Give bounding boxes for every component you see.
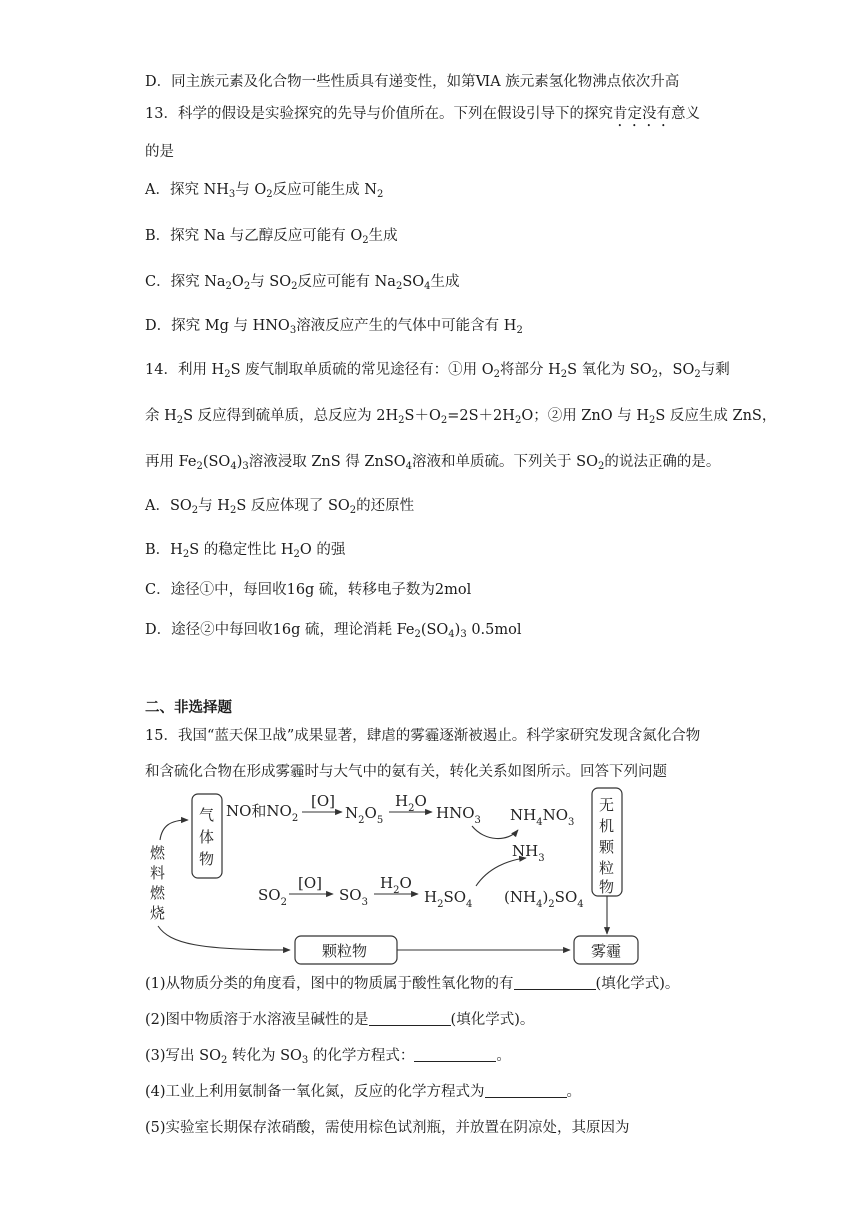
no-and-no2: NO和$NO_2$	[226, 802, 299, 824]
q13-option-a: A．探究 $NH_3$与 $O_2$反应可能生成 $N_2$	[145, 182, 384, 200]
q15-sub3: (3)写出 $SO_2$ 转化为 $SO_3$ 的化学方程式： 。	[145, 1048, 511, 1066]
oxidant-label-2: [O]	[298, 874, 323, 892]
svg-text:颗粒物: 颗粒物	[322, 942, 368, 960]
q14-option-c: C．途径①中，每回收16g 硫，转移电子数为2mol	[145, 582, 472, 598]
so3: $SO_3$	[339, 886, 368, 908]
q15-sub4: (4)工业上利用氨制备一氧化氮，反应的化学方程式为 。	[145, 1084, 582, 1100]
svg-text:物: 物	[599, 878, 615, 896]
svg-text:无: 无	[599, 796, 615, 814]
section-title: 二、非选择题	[145, 699, 232, 716]
fuel-label-3: 燃	[150, 884, 166, 902]
q14-option-d: D．途径②中每回收16g 硫，理论消耗 $Fe_2(SO_4)_3$ 0.5mol	[145, 622, 522, 640]
hno3: $HNO_3$	[436, 804, 481, 826]
q13-option-b: B．探究 Na 与乙醇反应可能有 $O_2$生成	[145, 228, 398, 246]
fuel-label-4: 烧	[150, 904, 166, 922]
answer-blank-3	[414, 1047, 496, 1062]
q13-stem-end: 的是	[145, 144, 174, 160]
svg-text:粒: 粒	[599, 859, 615, 877]
svg-text:物: 物	[199, 850, 215, 868]
q15-sub5: (5)实验室长期保存浓硝酸，需使用棕色试剂瓶，并放置在阴凉处，其原因为	[145, 1120, 630, 1136]
arrow-to-gas	[160, 820, 188, 840]
svg-text:颗: 颗	[599, 838, 615, 856]
svg-text:体: 体	[199, 828, 215, 846]
fuel-label-1: 燃	[150, 844, 166, 862]
oxidant-label-1: [O]	[311, 792, 336, 810]
q14-stem-3: 再用 $Fe_2(SO_4)_3$溶液浸取 ZnS 得 ZnSO$_4$溶液和单质硫。下列关于 $SO_2$的说法正确的是。	[145, 454, 721, 472]
q15-stem-2: 和含硫化合物在形成雾霾时与大气中的氨有关，转化关系如图所示。回答下列问题	[145, 764, 667, 780]
q15-stem-1: 15．我国“蓝天保卫战”成果显著，肆虐的雾霾逐渐被遏止。科学家研究发现含氮化合物	[145, 728, 701, 744]
emphasis-text: 肯定没有	[612, 106, 671, 122]
answer-blank-1	[514, 975, 596, 990]
h2so4: $H_2SO_4$	[424, 888, 473, 910]
answer-blank-4	[485, 1083, 567, 1098]
conversion-diagram	[140, 786, 640, 968]
q13-stem: 13．科学的假设是实验探究的先导与价值所在。下列在假设引导下的探究肯定没有意义	[145, 106, 700, 122]
n2o5: $N_2O_5$	[345, 804, 384, 826]
water-label-2: $H_2O$	[380, 874, 412, 896]
q13-option-d: D．探究 Mg 与 $HNO_3$溶液反应产生的气体中可能含有 $H_2$	[145, 318, 523, 336]
q14-stem-2: 余 $H_2S$ 反应得到硫单质，总反应为 $2H_2S+O_2=2S+2H_2O$；②用 ZnO 与 $H_2S$ 反应生成 ZnS，	[145, 408, 777, 426]
nh3: $NH_3$	[512, 842, 545, 864]
q14-option-b: B．$H_2S$ 的稳定性比 $H_2O$ 的强	[145, 542, 346, 560]
q15-sub2: (2)图中物质溶于水溶液呈碱性的是 (填化学式)。	[145, 1012, 535, 1028]
q14-option-a: A．$SO_2$与 $H_2S$ 反应体现了 $SO_2$的还原性	[145, 498, 415, 516]
arrow-hno3-to-nh4no3	[472, 826, 518, 839]
fuel-label-2: 料	[150, 864, 166, 882]
q14-stem-1: 14．利用 $H_2S$ 废气制取单质硫的常见途径有：①用 $O_2$将部分 $H_2S$ 氧化为 $SO_2$，$SO_2$与剩	[145, 362, 730, 380]
nh4no3: $NH_4NO_3$	[510, 806, 575, 828]
nh42so4: $(NH_4)_2SO_4$	[504, 888, 584, 910]
water-label-1: $H_2O$	[395, 792, 427, 814]
arrow-h2so4-to-salt	[476, 858, 526, 886]
answer-blank-2	[369, 1011, 451, 1026]
q12-option-d: D．同主族元素及化合物一些性质具有递变性，如第ⅥA 族元素氢化物沸点依次升高	[145, 74, 680, 90]
q15-sub1: (1)从物质分类的角度看，图中的物质属于酸性氧化物的有 (填化学式)。	[145, 976, 680, 992]
svg-text:气: 气	[199, 806, 215, 824]
svg-text:雾霾: 雾霾	[591, 942, 622, 960]
svg-text:机: 机	[599, 817, 615, 835]
q13-option-c: C．探究 $Na_2O_2$与 $SO_2$反应可能有 $Na_2SO_4$生成	[145, 274, 460, 292]
so2: $SO_2$	[258, 886, 287, 908]
arrow-to-particles	[158, 926, 290, 950]
